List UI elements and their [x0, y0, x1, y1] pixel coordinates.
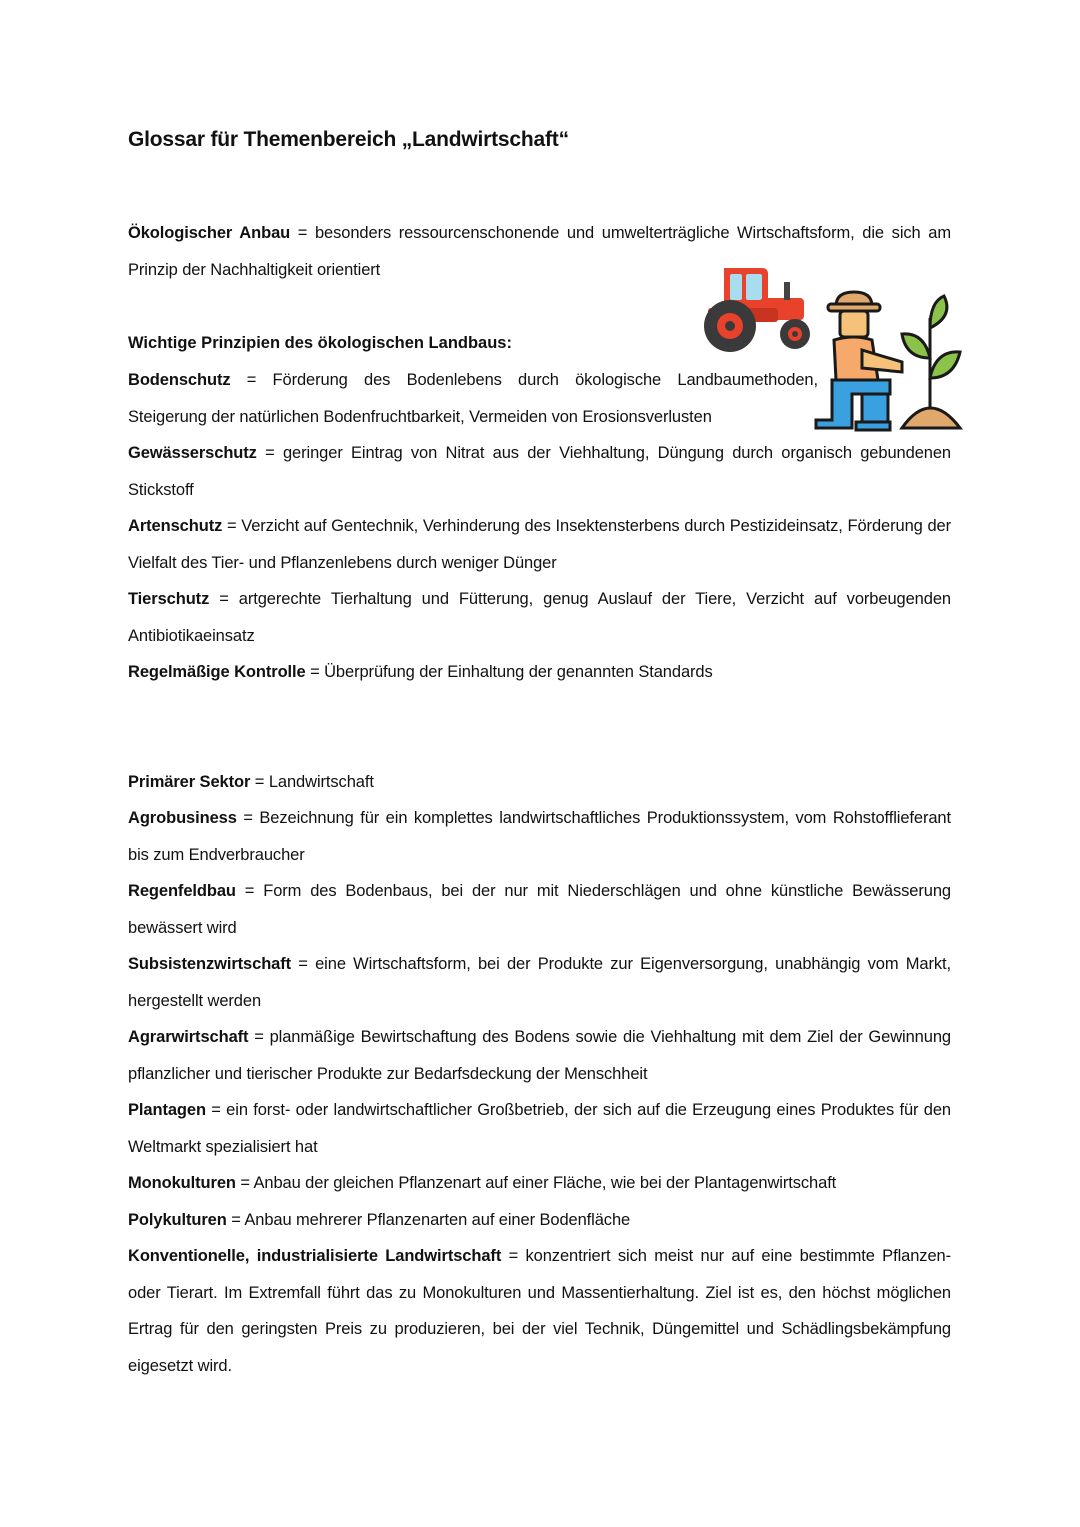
entry-term: Konventionelle, industrialisierte Landwirtschaft — [128, 1247, 502, 1265]
entry-definition: = besonders ressourcenschonende und umwelterträgliche Wirtschaftsform, die sich am Prinzip der Nachhaltigkeit orientiert — [128, 224, 951, 279]
entry-term: Bodenschutz — [128, 371, 231, 389]
glossary-entry-subsistenzwirtschaft — [128, 946, 951, 1019]
glossary-entry-polykulturen — [128, 1202, 951, 1239]
principle-entry-gewaesserschutz — [128, 435, 951, 508]
entry-definition: = konzentriert sich meist nur auf eine bestimmte Pflanzen- oder Tierart. Im Extremfall führt das zu Monokulturen und Massentierhaltung. Ziel ist es, den höchst möglichen Ertrag für den geringsten Preis zu produzieren, bei der viel Technik, Düngemittel und Schädlingsbekämpfung eigesetzt wird. — [128, 1247, 951, 1375]
entry-definition: = Förderung des Bodenlebens durch ökologische Landbaumethoden, Steigerung der natürlichen Bodenfruchtbarkeit, Vermeiden von Erosionsverlusten — [128, 371, 818, 426]
entry-term: Subsistenzwirtschaft — [128, 955, 292, 973]
entry-term: Gewässerschutz — [128, 444, 257, 462]
tractor-icon — [700, 262, 814, 354]
entry-term: Tierschutz — [128, 590, 210, 608]
entry-definition: = Verzicht auf Gentechnik, Verhinderung des Insektensterbens durch Pestizideinsatz, Förderung der Vielfalt des Tier- und Pflanzenlebens durch weniger Dünger — [128, 517, 951, 572]
entry-term: Artenschutz — [128, 517, 223, 535]
principles-heading: Wichtige Prinzipien des ökologischen Landbaus: — [128, 334, 512, 352]
principle-entry-bodenschutz — [128, 362, 818, 435]
entry-definition: = artgerechte Tierhaltung und Fütterung, genug Auslauf der Tiere, Verzicht auf vorbeugenden Antibiotikaeinsatz — [128, 590, 951, 645]
entry-term: Monokulturen — [128, 1174, 236, 1192]
entry-term: Agrobusiness — [128, 809, 237, 827]
entry-definition: = ein forst- oder landwirtschaftlicher Großbetrieb, der sich auf die Erzeugung eines Produktes für den Weltmarkt spezialisiert hat — [128, 1101, 951, 1156]
entry-term: Primärer Sektor — [128, 773, 251, 791]
entry-definition: = Form des Bodenbaus, bei der nur mit Niederschlägen und ohne künstliche Bewässerung bewässert wird — [128, 882, 951, 937]
farmer-with-plant-icon — [806, 288, 966, 434]
glossary-entry-plantagen — [128, 1092, 951, 1165]
entry-term: Ökologischer Anbau — [128, 224, 291, 242]
glossary-entry-konventionelle-landwirtschaft — [128, 1238, 951, 1384]
entry-term: Polykulturen — [128, 1211, 227, 1229]
glossary-entry-regenfeldbau — [128, 873, 951, 946]
glossary-entry-agrobusiness — [128, 800, 951, 873]
principle-entry-artenschutz — [128, 508, 951, 581]
entry-term: Regenfeldbau — [128, 882, 236, 900]
entry-definition: = planmäßige Bewirtschaftung des Bodens sowie die Viehhaltung mit dem Ziel der Gewinnung pflanzlicher und tierischer Produkte zur Bedarfsdeckung der Menschheit — [128, 1028, 951, 1083]
glossary-entry-primaerer-sektor — [128, 764, 951, 801]
principle-entry-kontrolle — [128, 654, 951, 691]
entry-term: Regelmäßige Kontrolle — [128, 663, 306, 681]
page-title: Glossar für Themenbereich „Landwirtschaft“ — [128, 128, 569, 151]
entry-definition: = Überprüfung der Einhaltung der genannten Standards — [305, 663, 713, 681]
glossary-entry-agrarwirtschaft — [128, 1019, 951, 1092]
glossary-entry-monokulturen — [128, 1165, 951, 1202]
entry-term: Agrarwirtschaft — [128, 1028, 249, 1046]
entry-definition: = Bezeichnung für ein komplettes landwirtschaftliches Produktionssystem, vom Rohstofflieferant bis zum Endverbraucher — [128, 809, 951, 864]
entry-definition: = eine Wirtschaftsform, bei der Produkte zur Eigenversorgung, unabhängig vom Markt, hergestellt werden — [128, 955, 951, 1010]
entry-definition: = Landwirtschaft — [250, 773, 374, 791]
entry-term: Plantagen — [128, 1101, 206, 1119]
glossary-entry-intro — [128, 215, 951, 288]
entry-definition: = Anbau der gleichen Pflanzenart auf einer Fläche, wie bei der Plantagenwirtschaft — [235, 1174, 837, 1192]
principle-entry-tierschutz — [128, 581, 951, 654]
entry-definition: = Anbau mehrerer Pflanzenarten auf einer Bodenfläche — [226, 1211, 631, 1229]
entry-definition: = geringer Eintrag von Nitrat aus der Viehhaltung, Düngung durch organisch gebundenen Stickstoff — [128, 444, 951, 499]
